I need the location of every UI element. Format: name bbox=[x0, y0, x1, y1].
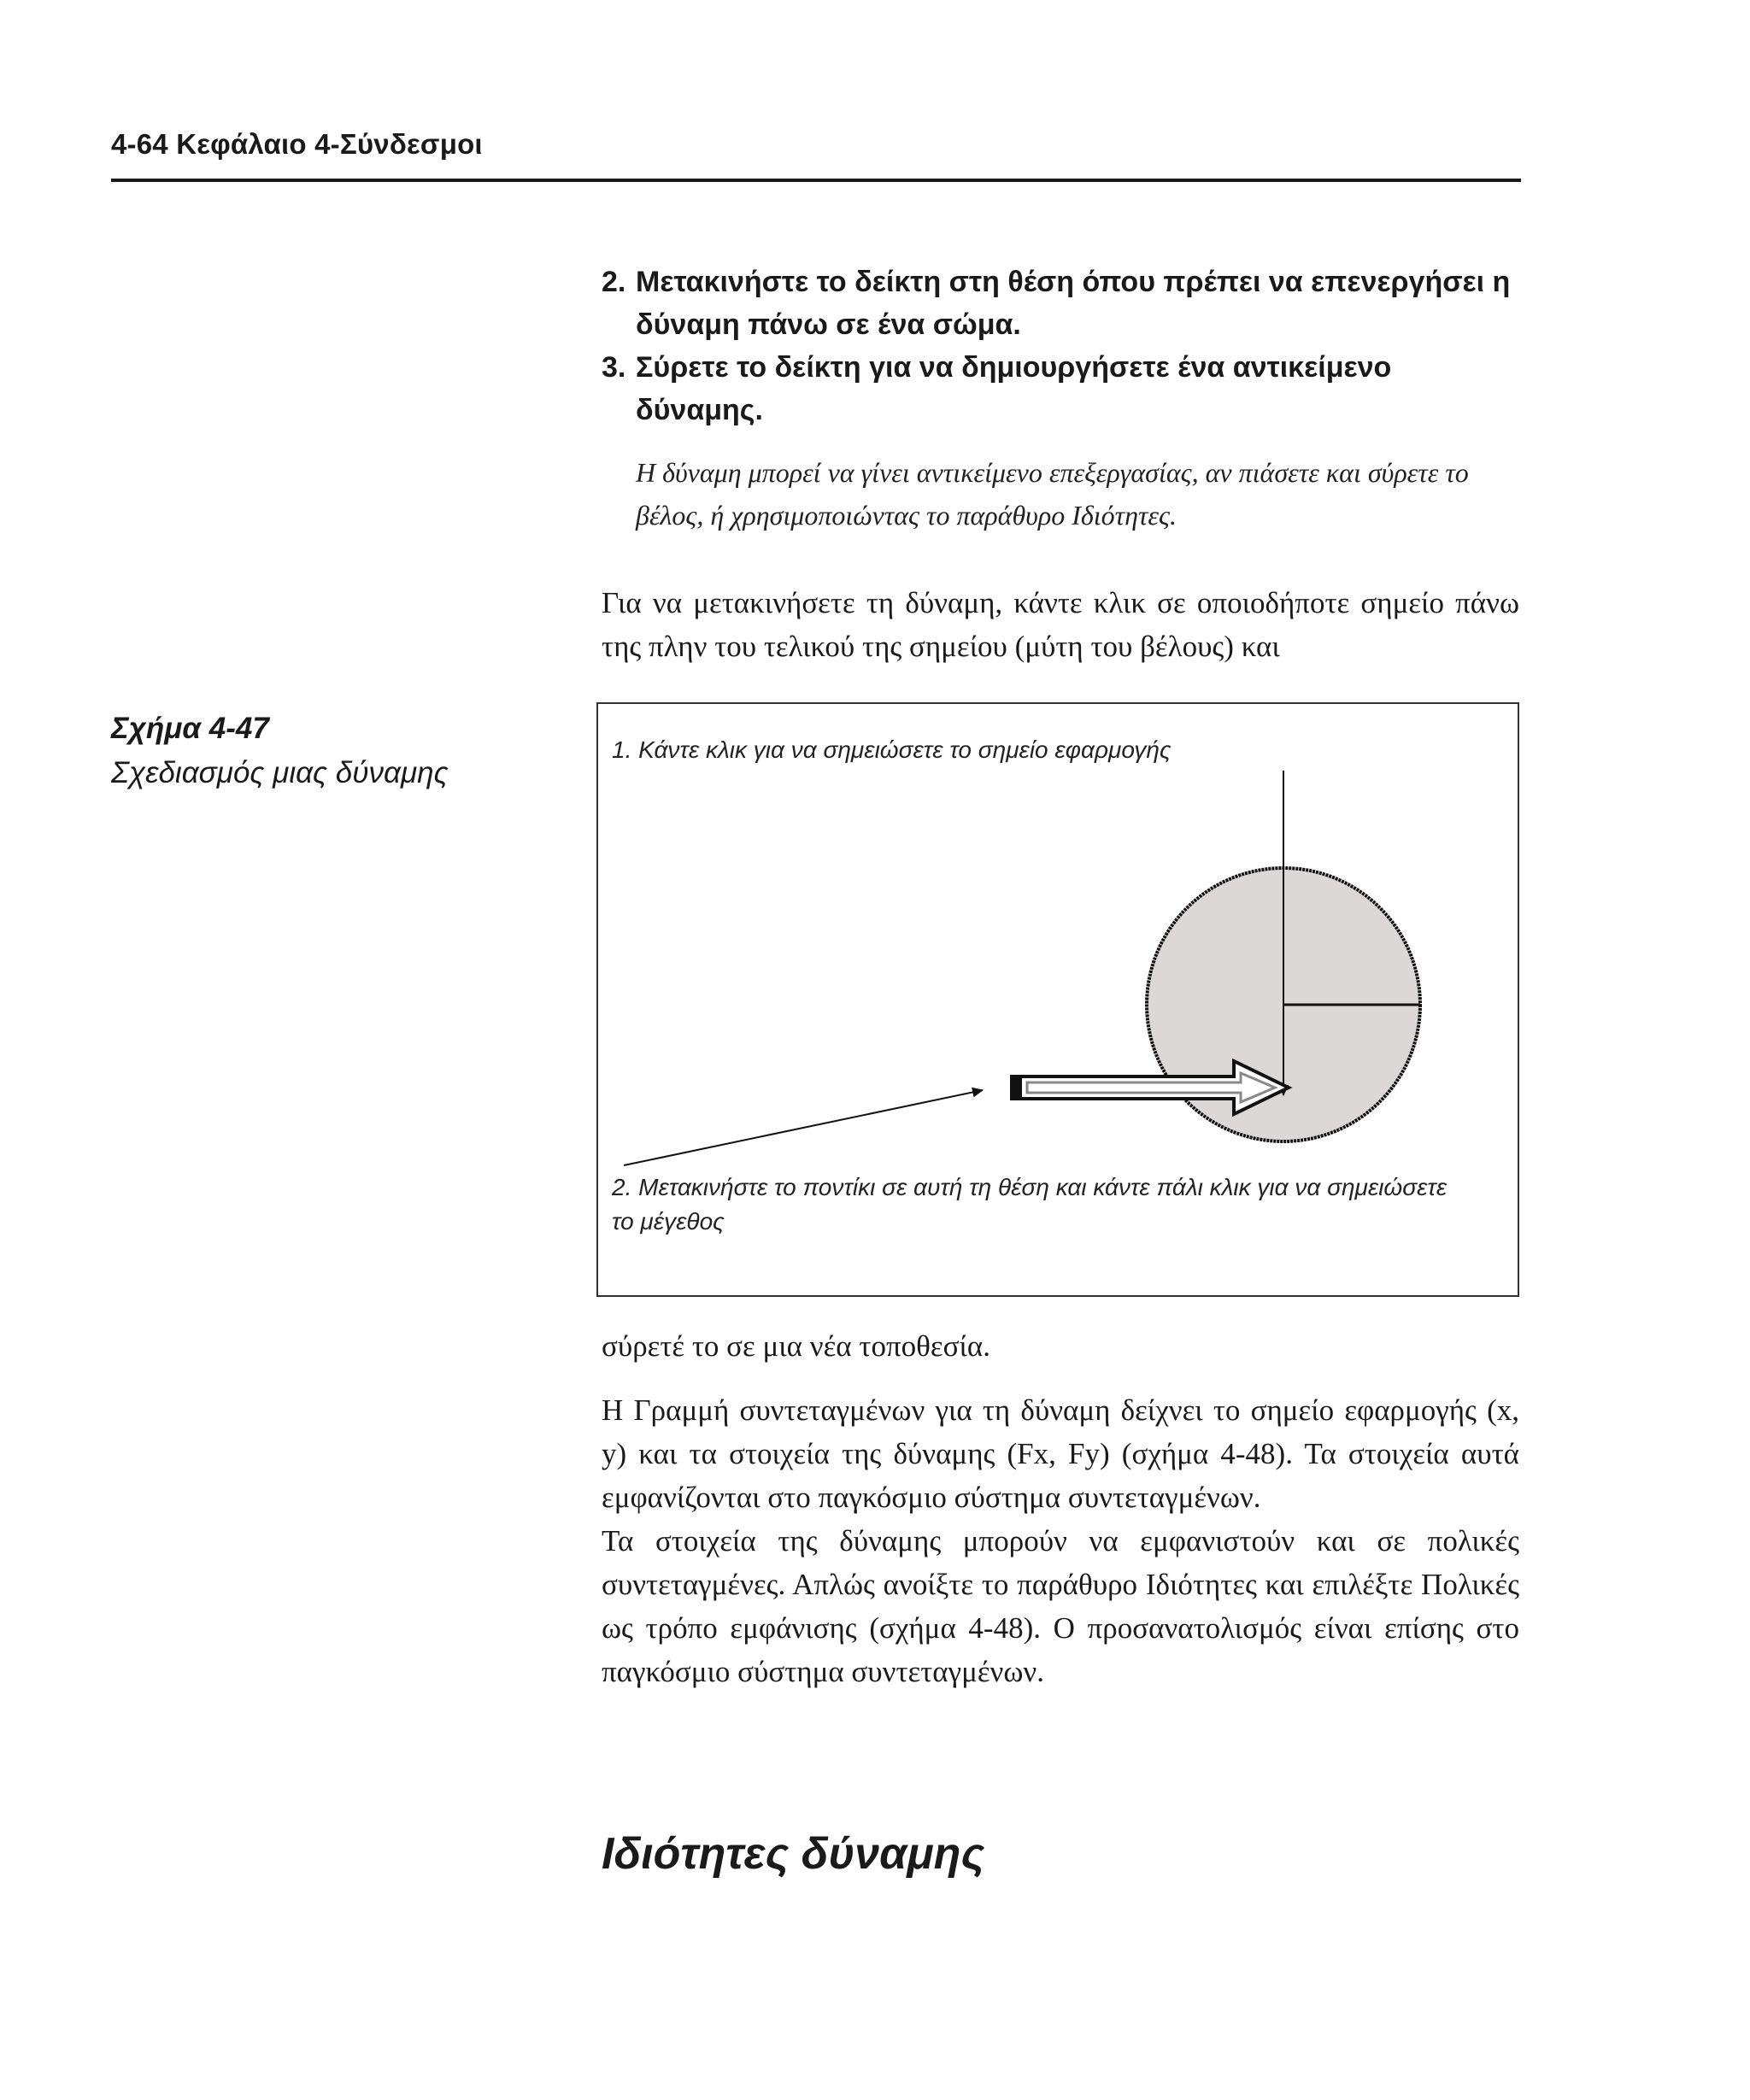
step-number: 3. bbox=[602, 351, 626, 384]
step-text: Σύρετε το δείκτη για να δημιουργήσετε ένα αντικείμενο δύναμης. bbox=[636, 351, 1392, 426]
steps-list bbox=[602, 261, 1524, 431]
paragraph-text: Τα στοιχεία της δύναμης μπορούν να εμφανιστούν και σε πολικές συντεταγμένες. Απλώς ανοίξτε το παράθυρο Ιδιότητες και επιλέξτε Πολικές ως τρόπο εμφάνισης (σχήμα 4-48). Ο προσανατολισμός είναι επίσης στο παγκόσμιο σύστημα συντεταγμένων. bbox=[602, 1524, 1519, 1688]
figure-number: Σχήμα 4-47 bbox=[111, 712, 269, 745]
paragraph-text: Η Γραμμή συντεταγμένων για τη δύναμη δείχνει το σημείο εφαρμογής (x, y) και τα στοιχεία της δύναμης (Fx, Fy) (σχήμα 4-48). Τα στοιχεία αυτά εμφανίζονται στο παγκόσμιο σύστημα συντεταγμένων. bbox=[602, 1393, 1519, 1514]
paragraph-text: Για να μετακινήσετε τη δύναμη, κάντε κλικ σε οποιοδήποτε σημείο πάνω της πλην του τελικού της σημείου (μύτη του βέλους) και bbox=[602, 586, 1519, 663]
figure-force-drawing bbox=[596, 702, 1519, 1297]
header-rule bbox=[111, 179, 1521, 182]
pointer-line-2 bbox=[624, 1090, 983, 1165]
force-arrow-icon bbox=[1010, 1061, 1289, 1114]
figure-title: Σχεδιασμός μιας δύναμης bbox=[111, 756, 449, 789]
italic-note: Η δύναμη μπορεί να γίνει αντικείμενο επεξεργασίας, αν πιάσετε και σύρετε το βέλος, ή χρησιμοποιώντας το παράθυρο Ιδιότητες. bbox=[636, 457, 1469, 531]
paragraph-coordinates bbox=[602, 1388, 1519, 1693]
running-head: 4-64 Κεφάλαιο 4-Σύνδεσμοι bbox=[111, 128, 483, 160]
figure-caption bbox=[111, 707, 449, 795]
figure-label-2: 2. Μετακινήστε το ποντίκι σε αυτή τη θέση και κάντε πάλι κλικ για να σημειώσετε το μέγεθος bbox=[612, 1174, 1448, 1235]
section-title: Ιδιότητες δύναμης bbox=[602, 1829, 985, 1879]
paragraph-text: σύρετέ το σε μια νέα τοποθεσία. bbox=[602, 1329, 990, 1363]
paragraph-drag bbox=[602, 1324, 1519, 1368]
figure-label-1: 1. Κάντε κλικ για να σημειώσετε το σημείο εφαρμογής bbox=[612, 736, 1172, 763]
paragraph-move-force bbox=[602, 581, 1519, 668]
step-item bbox=[602, 261, 1524, 346]
step-number: 2. bbox=[602, 266, 626, 298]
step-text: Μετακινήστε το δείκτη στη θέση όπου πρέπει να επενεργήσει η δύναμη πάνω σε ένα σώμα. bbox=[636, 266, 1511, 341]
step-item bbox=[602, 346, 1524, 431]
